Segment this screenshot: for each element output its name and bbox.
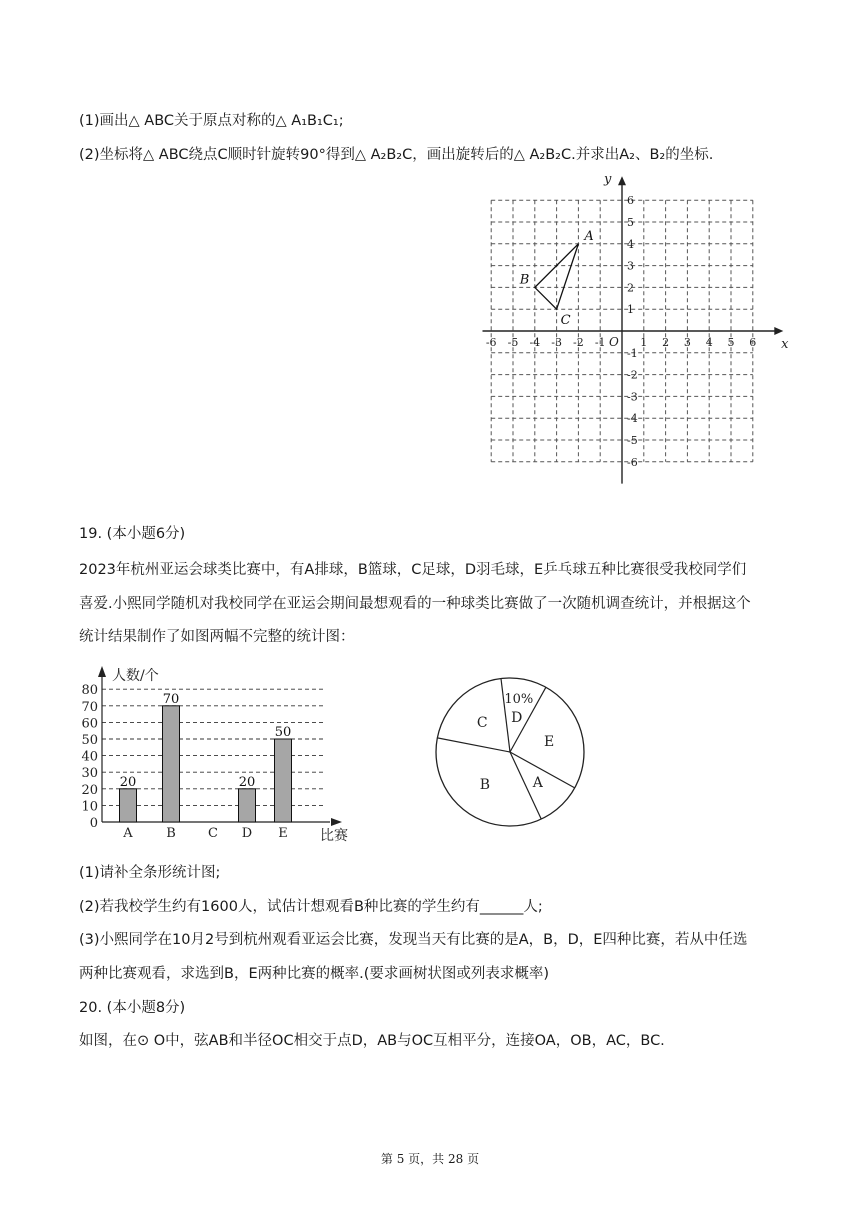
y-tick-label: 6 xyxy=(627,194,634,208)
bar-e xyxy=(275,739,292,822)
pie-slice-label-a: A xyxy=(532,774,543,791)
bar-x-axis-label: 比赛 xyxy=(320,828,348,844)
q18-part2: (2)坐标将△ ABC绕点C顺时针旋转90°得到△ A₂B₂C，画出旋转后的△ A₂B₂C.并求出A₂、B₂的坐标. xyxy=(79,147,714,163)
q19-header: 19. (本小题6分) xyxy=(79,526,186,542)
bar-y-tick-label: 70 xyxy=(81,699,98,715)
bar-y-tick-label: 30 xyxy=(81,766,98,782)
bar-y-tick-label: 10 xyxy=(81,799,98,815)
point-label-b: B xyxy=(519,272,530,288)
pie-slice-label-d: D xyxy=(511,710,523,727)
coordinate-grid-figure xyxy=(476,171,789,492)
x-axis-arrow xyxy=(774,327,783,335)
bar-category-label: D xyxy=(241,826,253,841)
bar-chart xyxy=(68,658,368,848)
y-axis-label: y xyxy=(604,171,612,187)
bar-y-tick-label: 0 xyxy=(89,816,98,831)
y-tick-label: -3 xyxy=(627,390,638,404)
bar-category-label: A xyxy=(123,826,133,841)
pie-slice-percent-d: 10% xyxy=(504,692,534,708)
y-tick-label: 3 xyxy=(627,259,634,273)
bar-x-arrow xyxy=(331,818,342,826)
q19-sub1: (1)请补全条形统计图; xyxy=(79,865,221,881)
bar-a xyxy=(120,789,137,822)
q18-part1: (1)画出△ ABC关于原点对称的△ A₁B₁C₁; xyxy=(79,113,344,129)
origin-label: O xyxy=(609,335,619,349)
x-tick-label: -5 xyxy=(507,336,519,349)
q19-sub3-line2: 两种比赛观看，求选到B，E两种比赛的概率.(要求画树状图或列表求概率) xyxy=(79,966,550,982)
bar-value-label: 70 xyxy=(162,691,180,707)
y-tick-label: -4 xyxy=(627,412,638,426)
q19-text-line2: 喜爱.小熙同学随机对我校同学在亚运会期间最想观看的一种球类比赛做了一次随机调查统计，并根据这个 xyxy=(79,596,751,612)
y-axis-arrow xyxy=(618,176,626,185)
point-label-c: C xyxy=(560,313,571,329)
y-tick-label: 2 xyxy=(627,281,634,295)
bar-chart-labels xyxy=(120,692,292,841)
pie-chart xyxy=(418,668,608,838)
bar-y-tick-label: 80 xyxy=(81,683,98,699)
y-tick-label: -5 xyxy=(627,434,638,447)
y-tick-label: 4 xyxy=(627,237,634,251)
x-tick-label: 2 xyxy=(662,336,670,349)
x-tick-label: -3 xyxy=(551,336,562,349)
q19-text-line1: 2023年杭州亚运会球类比赛中，有A排球，B篮球，C足球，D羽毛球，E乒乓球五种比赛很受我校同学们 xyxy=(79,562,747,578)
bar-category-label: E xyxy=(278,826,288,841)
y-tick-label: -1 xyxy=(627,346,638,360)
x-tick-label: 6 xyxy=(749,336,757,349)
x-tick-label: 4 xyxy=(705,336,713,349)
y-tick-label: 1 xyxy=(627,303,634,317)
y-tick-label: -2 xyxy=(627,368,638,382)
bar-y-tick-label: 20 xyxy=(81,782,98,798)
q19-text-line3: 统计结果制作了如图两幅不完整的统计图： xyxy=(79,629,355,645)
bar-y-tick-label: 60 xyxy=(81,716,98,732)
q19-sub2: (2)若我校学生约有1600人，试估计想观看B种比赛的学生约有______人; xyxy=(79,899,543,915)
y-tick-label: -6 xyxy=(627,455,638,469)
pie-chart-slices xyxy=(436,678,584,826)
x-axis-label: x xyxy=(781,337,789,352)
bar-chart-bars xyxy=(120,706,292,822)
pie-slice-label-e: E xyxy=(544,733,555,750)
q20-text: 如图，在⊙ O中，弦AB和半径OC相交于点D，AB与OC互相平分，连接OA，OB，AC，BC. xyxy=(79,1033,665,1049)
bar-y-tick-label: 50 xyxy=(81,733,98,748)
x-tick-label: -2 xyxy=(573,336,584,349)
bar-y-tick-label: 40 xyxy=(81,749,98,765)
point-label-a: A xyxy=(584,228,594,244)
q19-sub3-line1: (3)小熙同学在10月2号到杭州观看亚运会比赛，发现当天有比赛的是A，B，D，E四种比赛，若从中任选 xyxy=(79,932,748,948)
bar-value-label: 20 xyxy=(238,774,256,790)
bar-y-arrow xyxy=(98,666,106,677)
pie-slice-label-c: C xyxy=(476,715,488,732)
bar-y-axis-label: 人数/个 xyxy=(112,668,159,684)
page-footer: 第 5 页，共 28 页 xyxy=(380,1152,480,1166)
x-tick-label: -6 xyxy=(485,336,497,349)
x-tick-label: -1 xyxy=(594,336,606,349)
bar-d xyxy=(239,789,256,822)
bar-value-label: 20 xyxy=(119,774,137,790)
x-tick-label: 1 xyxy=(640,336,648,349)
x-tick-label: -4 xyxy=(529,336,541,349)
bar-value-label: 50 xyxy=(274,725,292,740)
bar-category-label: C xyxy=(208,826,218,841)
pie-slice-label-b: B xyxy=(479,777,491,794)
q20-header: 20. (本小题8分) xyxy=(79,1000,186,1016)
bar-category-label: B xyxy=(166,826,176,841)
x-tick-label: 3 xyxy=(683,336,691,349)
y-tick-label: 5 xyxy=(627,216,634,229)
bar-b xyxy=(163,706,180,822)
x-tick-label: 5 xyxy=(727,336,735,349)
